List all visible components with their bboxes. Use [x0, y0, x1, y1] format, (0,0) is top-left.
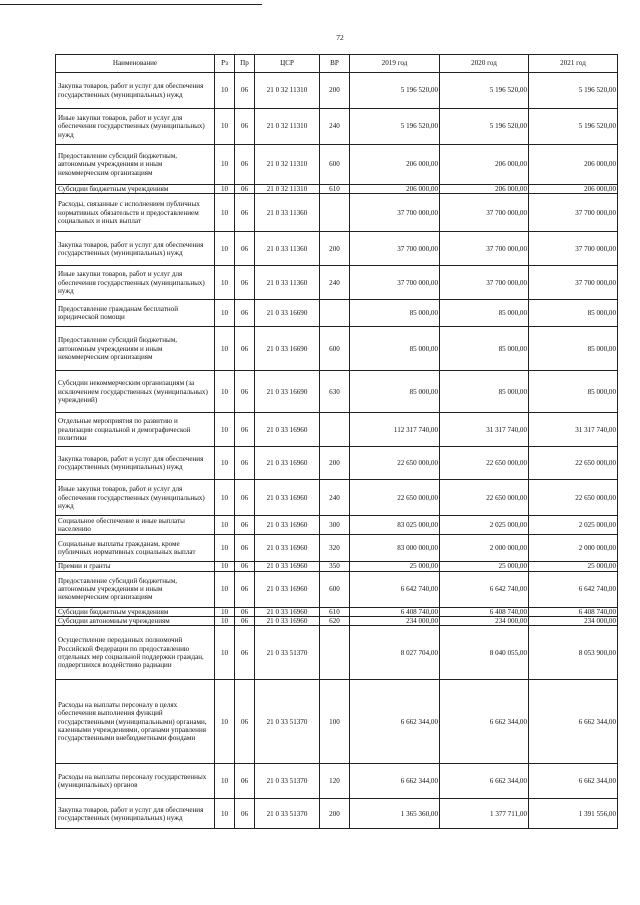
cell-2020: 37 700 000,00 — [440, 232, 529, 266]
cell-name: Предоставление гражданам бесплатной юридической помощи — [56, 300, 215, 327]
cell-pr: 06 — [235, 516, 255, 535]
cell-csr: 21 0 33 16690 — [255, 300, 320, 327]
cell-name: Осуществление переданных полномочий Российской Федерации по предоставлению отдельных мер социальной поддержки граждан, подвергшихся воздействию радиации — [56, 626, 215, 680]
table-row — [56, 562, 618, 571]
header-vr: ВР — [320, 55, 350, 73]
cell-pr: 06 — [235, 447, 255, 480]
cell-name: Закупка товаров, работ и услуг для обеспечения государственных (муниципальных) нужд — [56, 799, 215, 829]
table-row — [56, 232, 618, 266]
cell-vr — [320, 300, 350, 327]
cell-csr: 21 0 33 51370 — [255, 680, 320, 764]
cell-name: Расходы на выплаты персоналу государственных (муниципальных) органов — [56, 764, 215, 799]
cell-2021: 6 662 344,00 — [529, 764, 618, 799]
cell-2019: 6 408 740,00 — [350, 607, 440, 616]
cell-vr: 600 — [320, 145, 350, 185]
cell-pr: 06 — [235, 562, 255, 571]
cell-name: Расходы на выплаты персоналу в целях обеспечения выполнения функций государственными (муниципальными) органами, казенными учреждениями, органами управления государственными внебюджетными фондами — [56, 680, 215, 764]
cell-name: Закупка товаров, работ и услуг для обеспечения государственных (муниципальных) нужд — [56, 232, 215, 266]
cell-rz: 10 — [215, 680, 235, 764]
table-body — [56, 73, 618, 829]
cell-2021: 37 700 000,00 — [529, 194, 618, 232]
cell-pr: 06 — [235, 266, 255, 300]
cell-2020: 8 040 055,00 — [440, 626, 529, 680]
cell-rz: 10 — [215, 145, 235, 185]
header-2019: 2019 год — [350, 55, 440, 73]
table-row — [56, 516, 618, 535]
cell-rz: 10 — [215, 300, 235, 327]
cell-2020: 206 000,00 — [440, 145, 529, 185]
cell-rz: 10 — [215, 109, 235, 145]
header-pr: Пр — [235, 55, 255, 73]
cell-vr: 300 — [320, 516, 350, 535]
cell-csr: 21 0 33 16960 — [255, 480, 320, 516]
cell-vr: 240 — [320, 266, 350, 300]
cell-vr: 600 — [320, 571, 350, 607]
cell-csr: 21 0 33 11360 — [255, 266, 320, 300]
cell-2021: 234 000,00 — [529, 617, 618, 626]
cell-pr: 06 — [235, 232, 255, 266]
cell-name: Закупка товаров, работ и услуг для обеспечения государственных (муниципальных) нужд — [56, 73, 215, 109]
cell-2019: 6 642 740,00 — [350, 571, 440, 607]
cell-vr: 240 — [320, 480, 350, 516]
cell-pr: 06 — [235, 327, 255, 371]
cell-vr — [320, 626, 350, 680]
cell-rz: 10 — [215, 232, 235, 266]
table-row — [56, 535, 618, 562]
cell-csr: 21 0 33 16960 — [255, 516, 320, 535]
cell-2020: 206 000,00 — [440, 185, 529, 194]
cell-2019: 206 000,00 — [350, 185, 440, 194]
cell-name: Предоставление субсидий бюджетным, автономным учреждениям и иным некоммерческим организациям — [56, 145, 215, 185]
cell-csr: 21 0 33 16960 — [255, 447, 320, 480]
cell-pr: 06 — [235, 617, 255, 626]
cell-rz: 10 — [215, 571, 235, 607]
cell-2020: 6 408 740,00 — [440, 607, 529, 616]
cell-2021: 85 000,00 — [529, 327, 618, 371]
cell-2021: 22 650 000,00 — [529, 480, 618, 516]
cell-pr: 06 — [235, 194, 255, 232]
header-row — [56, 55, 618, 73]
table-row — [56, 327, 618, 371]
cell-2020: 22 650 000,00 — [440, 480, 529, 516]
cell-name: Субсидии бюджетным учреждениям — [56, 607, 215, 616]
cell-2020: 6 642 740,00 — [440, 571, 529, 607]
cell-csr: 21 0 33 16960 — [255, 607, 320, 616]
cell-2019: 6 662 344,00 — [350, 764, 440, 799]
cell-name: Предоставление субсидий бюджетным, автономным учреждениям и иным некоммерческим организациям — [56, 571, 215, 607]
table-row — [56, 194, 618, 232]
cell-name: Субсидии автономным учреждениям — [56, 617, 215, 626]
cell-rz: 10 — [215, 266, 235, 300]
table-row — [56, 145, 618, 185]
cell-2019: 83 025 000,00 — [350, 516, 440, 535]
table-row — [56, 447, 618, 480]
cell-2020: 2 025 000,00 — [440, 516, 529, 535]
cell-pr: 06 — [235, 480, 255, 516]
table-row — [56, 185, 618, 194]
cell-vr: 350 — [320, 562, 350, 571]
cell-2021: 6 408 740,00 — [529, 607, 618, 616]
cell-vr: 610 — [320, 185, 350, 194]
cell-2021: 37 700 000,00 — [529, 232, 618, 266]
table-row — [56, 626, 618, 680]
cell-rz: 10 — [215, 371, 235, 413]
table-row — [56, 480, 618, 516]
cell-pr: 06 — [235, 626, 255, 680]
cell-2021: 2 025 000,00 — [529, 516, 618, 535]
cell-csr: 21 0 32 11310 — [255, 145, 320, 185]
cell-vr: 320 — [320, 535, 350, 562]
cell-rz: 10 — [215, 480, 235, 516]
cell-2019: 85 000,00 — [350, 371, 440, 413]
cell-pr: 06 — [235, 607, 255, 616]
cell-2019: 5 196 520,00 — [350, 109, 440, 145]
table-row — [56, 73, 618, 109]
cell-2019: 5 196 520,00 — [350, 73, 440, 109]
cell-2020: 31 317 740,00 — [440, 413, 529, 447]
cell-rz: 10 — [215, 562, 235, 571]
cell-2020: 25 000,00 — [440, 562, 529, 571]
cell-name: Предоставление субсидий бюджетным, автономным учреждениям и иным некоммерческим организациям — [56, 327, 215, 371]
table-row — [56, 571, 618, 607]
cell-2019: 8 027 704,00 — [350, 626, 440, 680]
cell-csr: 21 0 32 11310 — [255, 73, 320, 109]
header-2021: 2021 год — [529, 55, 618, 73]
cell-2020: 5 196 520,00 — [440, 73, 529, 109]
cell-rz: 10 — [215, 626, 235, 680]
cell-vr: 620 — [320, 617, 350, 626]
table-row — [56, 413, 618, 447]
cell-rz: 10 — [215, 327, 235, 371]
cell-2021: 37 700 000,00 — [529, 266, 618, 300]
cell-2020: 6 662 344,00 — [440, 680, 529, 764]
cell-rz: 10 — [215, 185, 235, 194]
table-row — [56, 799, 618, 829]
cell-2020: 22 650 000,00 — [440, 447, 529, 480]
table-row — [56, 764, 618, 799]
cell-name: Отдельные мероприятия по развитию и реализации социальной и демографической политики — [56, 413, 215, 447]
cell-2021: 206 000,00 — [529, 185, 618, 194]
cell-name: Иные закупки товаров, работ и услуг для обеспечения государственных (муниципальных) нужд — [56, 109, 215, 145]
cell-2019: 37 700 000,00 — [350, 266, 440, 300]
cell-pr: 06 — [235, 109, 255, 145]
header-2020: 2020 год — [440, 55, 529, 73]
cell-2020: 6 662 344,00 — [440, 764, 529, 799]
cell-csr: 21 0 32 11310 — [255, 185, 320, 194]
table-row — [56, 109, 618, 145]
cell-2019: 234 000,00 — [350, 617, 440, 626]
cell-pr: 06 — [235, 680, 255, 764]
cell-2021: 31 317 740,00 — [529, 413, 618, 447]
cell-vr: 630 — [320, 371, 350, 413]
cell-name: Субсидии бюджетным учреждениям — [56, 185, 215, 194]
cell-2020: 37 700 000,00 — [440, 266, 529, 300]
cell-pr: 06 — [235, 571, 255, 607]
cell-2020: 2 000 000,00 — [440, 535, 529, 562]
cell-2019: 85 000,00 — [350, 327, 440, 371]
cell-csr: 21 0 33 51370 — [255, 799, 320, 829]
cell-2020: 85 000,00 — [440, 300, 529, 327]
cell-rz: 10 — [215, 447, 235, 480]
cell-name: Социальное обеспечение и иные выплаты населению — [56, 516, 215, 535]
cell-rz: 10 — [215, 764, 235, 799]
cell-name: Иные закупки товаров, работ и услуг для обеспечения государственных (муниципальных) нужд — [56, 480, 215, 516]
top-rule — [0, 4, 262, 5]
header-csr: ЦСР — [255, 55, 320, 73]
cell-2021: 8 053 900,00 — [529, 626, 618, 680]
cell-2019: 1 365 360,00 — [350, 799, 440, 829]
cell-rz: 10 — [215, 799, 235, 829]
cell-csr: 21 0 33 16960 — [255, 617, 320, 626]
cell-2019: 22 650 000,00 — [350, 447, 440, 480]
cell-vr: 600 — [320, 327, 350, 371]
cell-pr: 06 — [235, 73, 255, 109]
table-row — [56, 617, 618, 626]
cell-2020: 37 700 000,00 — [440, 194, 529, 232]
cell-csr: 21 0 33 16690 — [255, 327, 320, 371]
cell-csr: 21 0 33 16960 — [255, 535, 320, 562]
cell-2019: 22 650 000,00 — [350, 480, 440, 516]
cell-vr: 100 — [320, 680, 350, 764]
cell-2019: 85 000,00 — [350, 300, 440, 327]
cell-2021: 206 000,00 — [529, 145, 618, 185]
cell-2020: 234 000,00 — [440, 617, 529, 626]
cell-pr: 06 — [235, 535, 255, 562]
cell-name: Закупка товаров, работ и услуг для обеспечения государственных (муниципальных) нужд — [56, 447, 215, 480]
cell-pr: 06 — [235, 185, 255, 194]
budget-table — [55, 54, 618, 829]
cell-vr: 610 — [320, 607, 350, 616]
cell-pr: 06 — [235, 145, 255, 185]
cell-csr: 21 0 33 51370 — [255, 626, 320, 680]
cell-2019: 6 662 344,00 — [350, 680, 440, 764]
cell-csr: 21 0 33 16960 — [255, 562, 320, 571]
header-name: Наименование — [56, 55, 215, 73]
cell-2021: 6 662 344,00 — [529, 680, 618, 764]
table-row — [56, 680, 618, 764]
cell-2020: 5 196 520,00 — [440, 109, 529, 145]
cell-rz: 10 — [215, 617, 235, 626]
cell-vr — [320, 194, 350, 232]
table-row — [56, 607, 618, 616]
cell-2020: 85 000,00 — [440, 327, 529, 371]
cell-2021: 5 196 520,00 — [529, 109, 618, 145]
cell-csr: 21 0 33 16690 — [255, 371, 320, 413]
cell-csr: 21 0 33 16960 — [255, 571, 320, 607]
table-row — [56, 266, 618, 300]
cell-2020: 1 377 711,00 — [440, 799, 529, 829]
cell-2019: 25 000,00 — [350, 562, 440, 571]
cell-rz: 10 — [215, 535, 235, 562]
cell-name: Премии и гранты — [56, 562, 215, 571]
table-row — [56, 371, 618, 413]
cell-2021: 22 650 000,00 — [529, 447, 618, 480]
cell-csr: 21 0 33 11360 — [255, 194, 320, 232]
cell-csr: 21 0 33 11360 — [255, 232, 320, 266]
cell-2021: 85 000,00 — [529, 300, 618, 327]
cell-name: Расходы, связанные с исполнением публичных нормативных обязательств и предоставлением социальных и иных выплат — [56, 194, 215, 232]
cell-vr: 200 — [320, 447, 350, 480]
cell-vr: 200 — [320, 232, 350, 266]
cell-2019: 37 700 000,00 — [350, 232, 440, 266]
cell-vr: 120 — [320, 764, 350, 799]
cell-2021: 5 196 520,00 — [529, 73, 618, 109]
cell-2021: 25 000,00 — [529, 562, 618, 571]
cell-rz: 10 — [215, 607, 235, 616]
cell-pr: 06 — [235, 371, 255, 413]
cell-vr: 240 — [320, 109, 350, 145]
cell-pr: 06 — [235, 300, 255, 327]
page-number: 72 — [336, 33, 344, 42]
cell-rz: 10 — [215, 516, 235, 535]
cell-vr — [320, 413, 350, 447]
cell-rz: 10 — [215, 413, 235, 447]
cell-vr: 200 — [320, 73, 350, 109]
cell-rz: 10 — [215, 73, 235, 109]
cell-pr: 06 — [235, 413, 255, 447]
cell-2019: 206 000,00 — [350, 145, 440, 185]
table-row — [56, 300, 618, 327]
cell-pr: 06 — [235, 764, 255, 799]
cell-csr: 21 0 33 16960 — [255, 413, 320, 447]
cell-2020: 85 000,00 — [440, 371, 529, 413]
cell-csr: 21 0 33 51370 — [255, 764, 320, 799]
header-rz: Рз — [215, 55, 235, 73]
cell-vr: 200 — [320, 799, 350, 829]
cell-2021: 85 000,00 — [529, 371, 618, 413]
cell-2021: 6 642 740,00 — [529, 571, 618, 607]
cell-2019: 112 317 740,00 — [350, 413, 440, 447]
cell-name: Субсидии некоммерческим организациям (за исключением государственных (муниципальных) учреждений) — [56, 371, 215, 413]
cell-2019: 83 000 000,00 — [350, 535, 440, 562]
cell-csr: 21 0 32 11310 — [255, 109, 320, 145]
cell-name: Социальные выплаты гражданам, кроме публичных нормативных социальных выплат — [56, 535, 215, 562]
cell-2019: 37 700 000,00 — [350, 194, 440, 232]
cell-2021: 1 391 556,00 — [529, 799, 618, 829]
cell-rz: 10 — [215, 194, 235, 232]
cell-pr: 06 — [235, 799, 255, 829]
cell-2021: 2 000 000,00 — [529, 535, 618, 562]
cell-name: Иные закупки товаров, работ и услуг для обеспечения государственных (муниципальных) нужд — [56, 266, 215, 300]
